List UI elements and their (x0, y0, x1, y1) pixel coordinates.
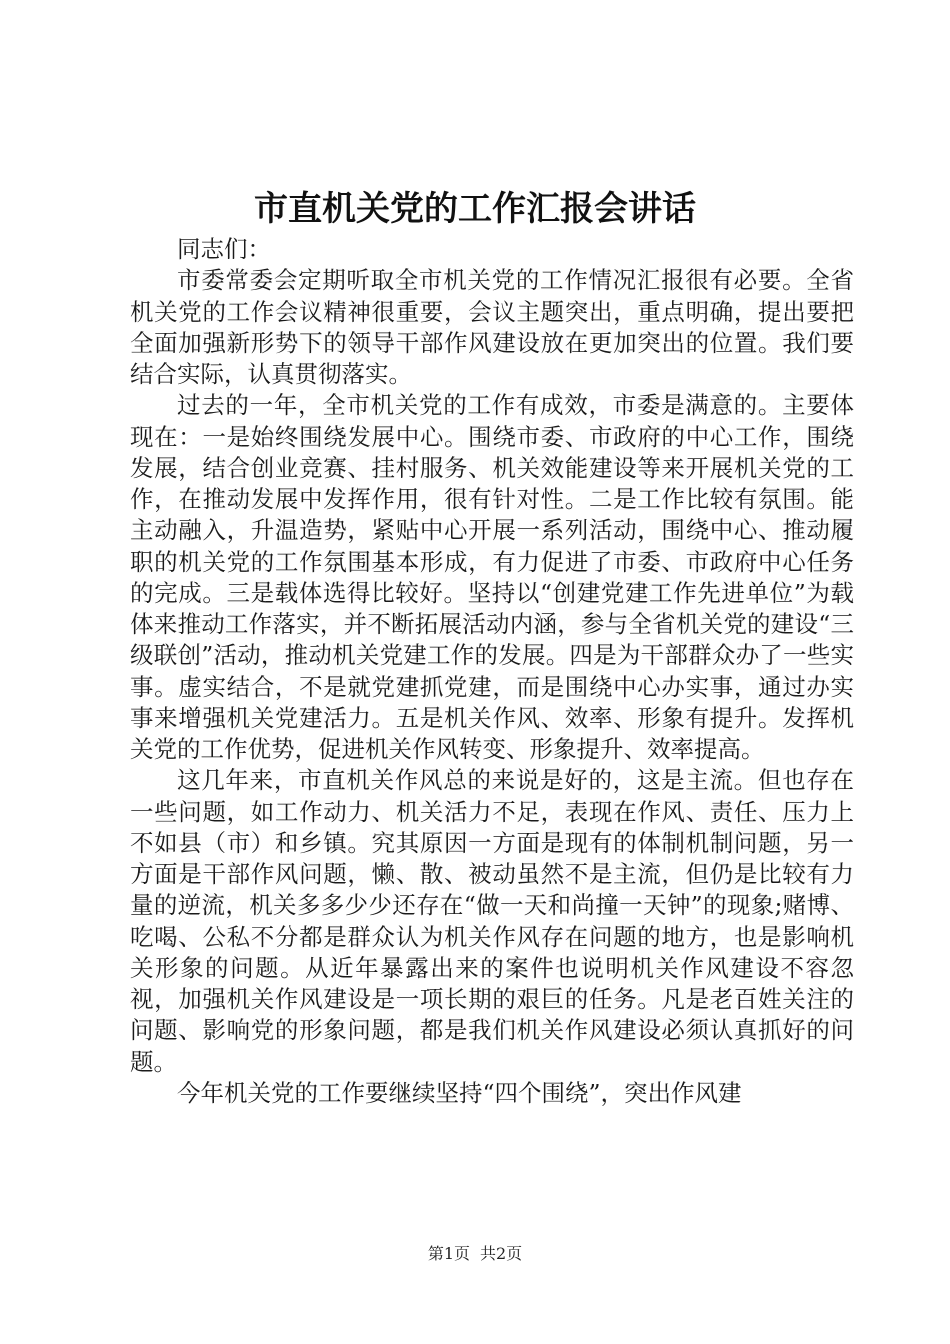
page-total: 共2页 (480, 1244, 523, 1263)
page-number: 第1页 (427, 1244, 470, 1263)
paragraph-1: 市委常委会定期听取全市机关党的工作情况汇报很有必要。全省机关党的工作会议精神很重要，会议主题突出，重点明确，提出要把全面加强新形势下的领导干部作风建设放在更加突出的位置。我们要结合实际，认真贯彻落实。 (130, 266, 854, 388)
page-title: 市直机关党的工作汇报会讲话 (254, 189, 696, 229)
paragraph-3: 这几年来，市直机关作风总的来说是好的，这是主流。但也存在一些问题，如工作动力、机关活力不足，表现在作风、责任、压力上不如县（市）和乡镇。究其原因一方面是现有的体制机制问题，另一方面是干部作风问题，懒、散、被动虽然不是主流，但仍是比较有力量的逆流，机关多多少少还存在“做一天和尚撞一天钟”的现象;赌博、吃喝、公私不分都是群众认为机关作风存在问题的地方，也是影响机关形象的问题。从近年暴露出来的案件也说明机关作风建设不容忽视，加强机关作风建设是一项长期的艰巨的任务。凡是老百姓关注的问题、影响党的形象问题，都是我们机关作风建设必须认真抓好的问题。 (130, 766, 854, 1076)
document-body (130, 234, 854, 1109)
page-footer (0, 1243, 950, 1265)
salutation: 同志们： (177, 235, 271, 263)
paragraph-2: 过去的一年，全市机关党的工作有成效，市委是满意的。主要体现在：一是始终围绕发展中心。围绕市委、市政府的中心工作，围绕发展，结合创业竞赛、挂村服务、机关效能建设等来开展机关党的工作，在推动发展中发挥作用，很有针对性。二是工作比较有氛围。能主动融入，升温造势，紧贴中心开展一系列活动，围绕中心、推动履职的机关党的工作氛围基本形成，有力促进了市委、市政府中心任务的完成。三是载体选得比较好。坚持以“创建党建工作先进单位”为载体来推动工作落实，并不断拓展活动内涵，参与全省机关党的建设“三级联创”活动，推动机关党建工作的发展。四是为干部群众办了一些实事。虚实结合，不是就党建抓党建，而是围绕中心办实事，通过办实事来增强机关党建活力。五是机关作风、效率、形象有提升。发挥机关党的工作优势，促进机关作风转变、形象提升、效率提高。 (130, 391, 854, 763)
paragraph-4: 今年机关党的工作要继续坚持“四个围绕”，突出作风建 (177, 1078, 742, 1107)
